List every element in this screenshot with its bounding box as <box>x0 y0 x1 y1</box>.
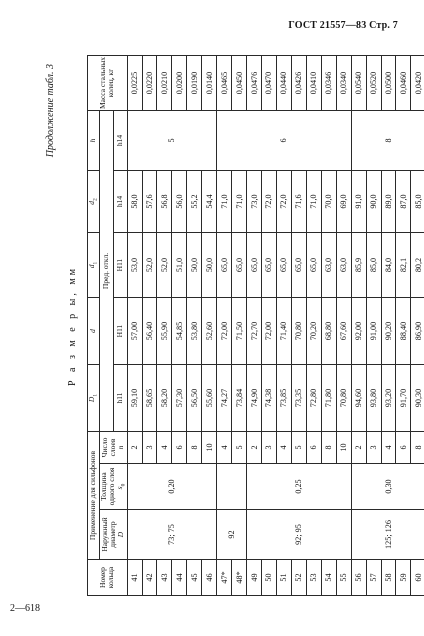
table-row: 46 10 55,60 52,60 50,0 54,4 0,0140 <box>202 56 217 596</box>
table-row: 53 6 72,80 70,20 65,0 71,0 0,0410 <box>306 56 321 596</box>
dimensions-table <box>87 55 424 596</box>
table-row: 55 10 70,80 67,60 63,0 69,0 0,0340 <box>336 56 351 596</box>
tolerance-group-header: Пред. откл. <box>99 111 113 432</box>
table-row: 58 4 93,20 90,20 84,0 89,0 0,0500 <box>381 56 396 596</box>
rotated-table-block <box>36 56 423 596</box>
table-row: 43 4 58,20 55,90 52,0 56,8 0,0210 <box>157 56 172 596</box>
col-thickness: Толщина одного слоя $s_0$ <box>99 464 127 510</box>
col-application: Применение для сильфонов <box>88 432 100 560</box>
table-row: 59 6 91,70 88,40 82,1 87,0 0,0460 <box>396 56 411 596</box>
tol-h14-b: h14 <box>113 111 127 171</box>
table-row: 47* 92 4 74,27 72,00 65,0 71,0 6 0,0465 <box>217 56 232 596</box>
tol-h11: h11 <box>113 365 127 432</box>
col-d1: $d_1$ <box>88 233 100 298</box>
table-row: 54 8 71,80 68,80 63,0 70,0 0,0346 <box>321 56 336 596</box>
page-header: ГОСТ 21557—83 Стр. 7 <box>288 20 398 31</box>
col-outer-diameter: Наружный диаметр D <box>99 510 127 560</box>
col-d: d <box>88 298 100 365</box>
col-layers: Число слоев n <box>99 432 127 464</box>
table-row: 56 125; 126 0,30 2 94,60 92,00 85,9 91,0 8 0,0540 <box>351 56 366 596</box>
od-cell: 92; 95 <box>247 510 352 560</box>
col-h: h <box>88 111 100 171</box>
tol-H11-b: H11 <box>113 233 127 298</box>
thickness-cell <box>217 464 247 510</box>
page-footer: 2—618 <box>10 603 40 614</box>
table-row: 50 3 74,38 72,00 65,0 72,0 0,0470 <box>262 56 277 596</box>
table-row: 45 8 56,50 53,80 50,0 55,2 0,0190 <box>187 56 202 596</box>
h-cell: 5 <box>127 111 217 171</box>
thickness-cell: 0,25 <box>247 464 352 510</box>
od-cell: 92 <box>217 510 247 560</box>
table-row: 41 73; 75 0,20 2 59,10 57,00 53,0 58,0 5 0,0225 <box>127 56 142 596</box>
continuation-caption: Продолжение табл. 3 <box>45 64 56 158</box>
h-cell: 6 <box>217 111 351 171</box>
col-ring-number: Номер кольца <box>88 560 128 596</box>
tol-H11: H11 <box>113 298 127 365</box>
thickness-cell: 0,20 <box>127 464 217 510</box>
table-row: 51 4 73,85 71,40 65,0 72,0 0,0440 <box>276 56 291 596</box>
table-row: 52 5 73,35 70,80 65,0 71,6 0,0426 <box>291 56 306 596</box>
table-row: 42 3 58,65 56,40 52,0 57,6 0,0220 <box>142 56 157 596</box>
col-d2: $d_2$ <box>88 171 100 233</box>
table-row: 44 6 57,30 54,85 51,0 56,0 0,0200 <box>172 56 187 596</box>
table-row: 49 92; 95 0,25 2 74,90 72,70 65,0 73,0 0,0476 <box>247 56 262 596</box>
col-mass: Масса стальных колец, кг <box>88 56 128 111</box>
col-D1: $D_1$ <box>88 365 100 432</box>
table-row: 60 8 90,30 86,90 80,2 85,0 0,0420 <box>411 56 424 596</box>
dimensions-caption: Р а з м е р ы, мм <box>67 265 78 387</box>
table-row: 57 3 93,80 91,00 85,0 90,0 0,0520 <box>366 56 381 596</box>
h-cell: 8 <box>351 111 424 171</box>
thickness-cell: 0,30 <box>351 464 424 510</box>
table-row: 48* 5 73,84 71,50 65,0 71,0 0,0450 <box>232 56 247 596</box>
tol-h14: h14 <box>113 171 127 233</box>
od-cell: 125; 126 <box>351 510 424 560</box>
od-cell: 73; 75 <box>127 510 217 560</box>
